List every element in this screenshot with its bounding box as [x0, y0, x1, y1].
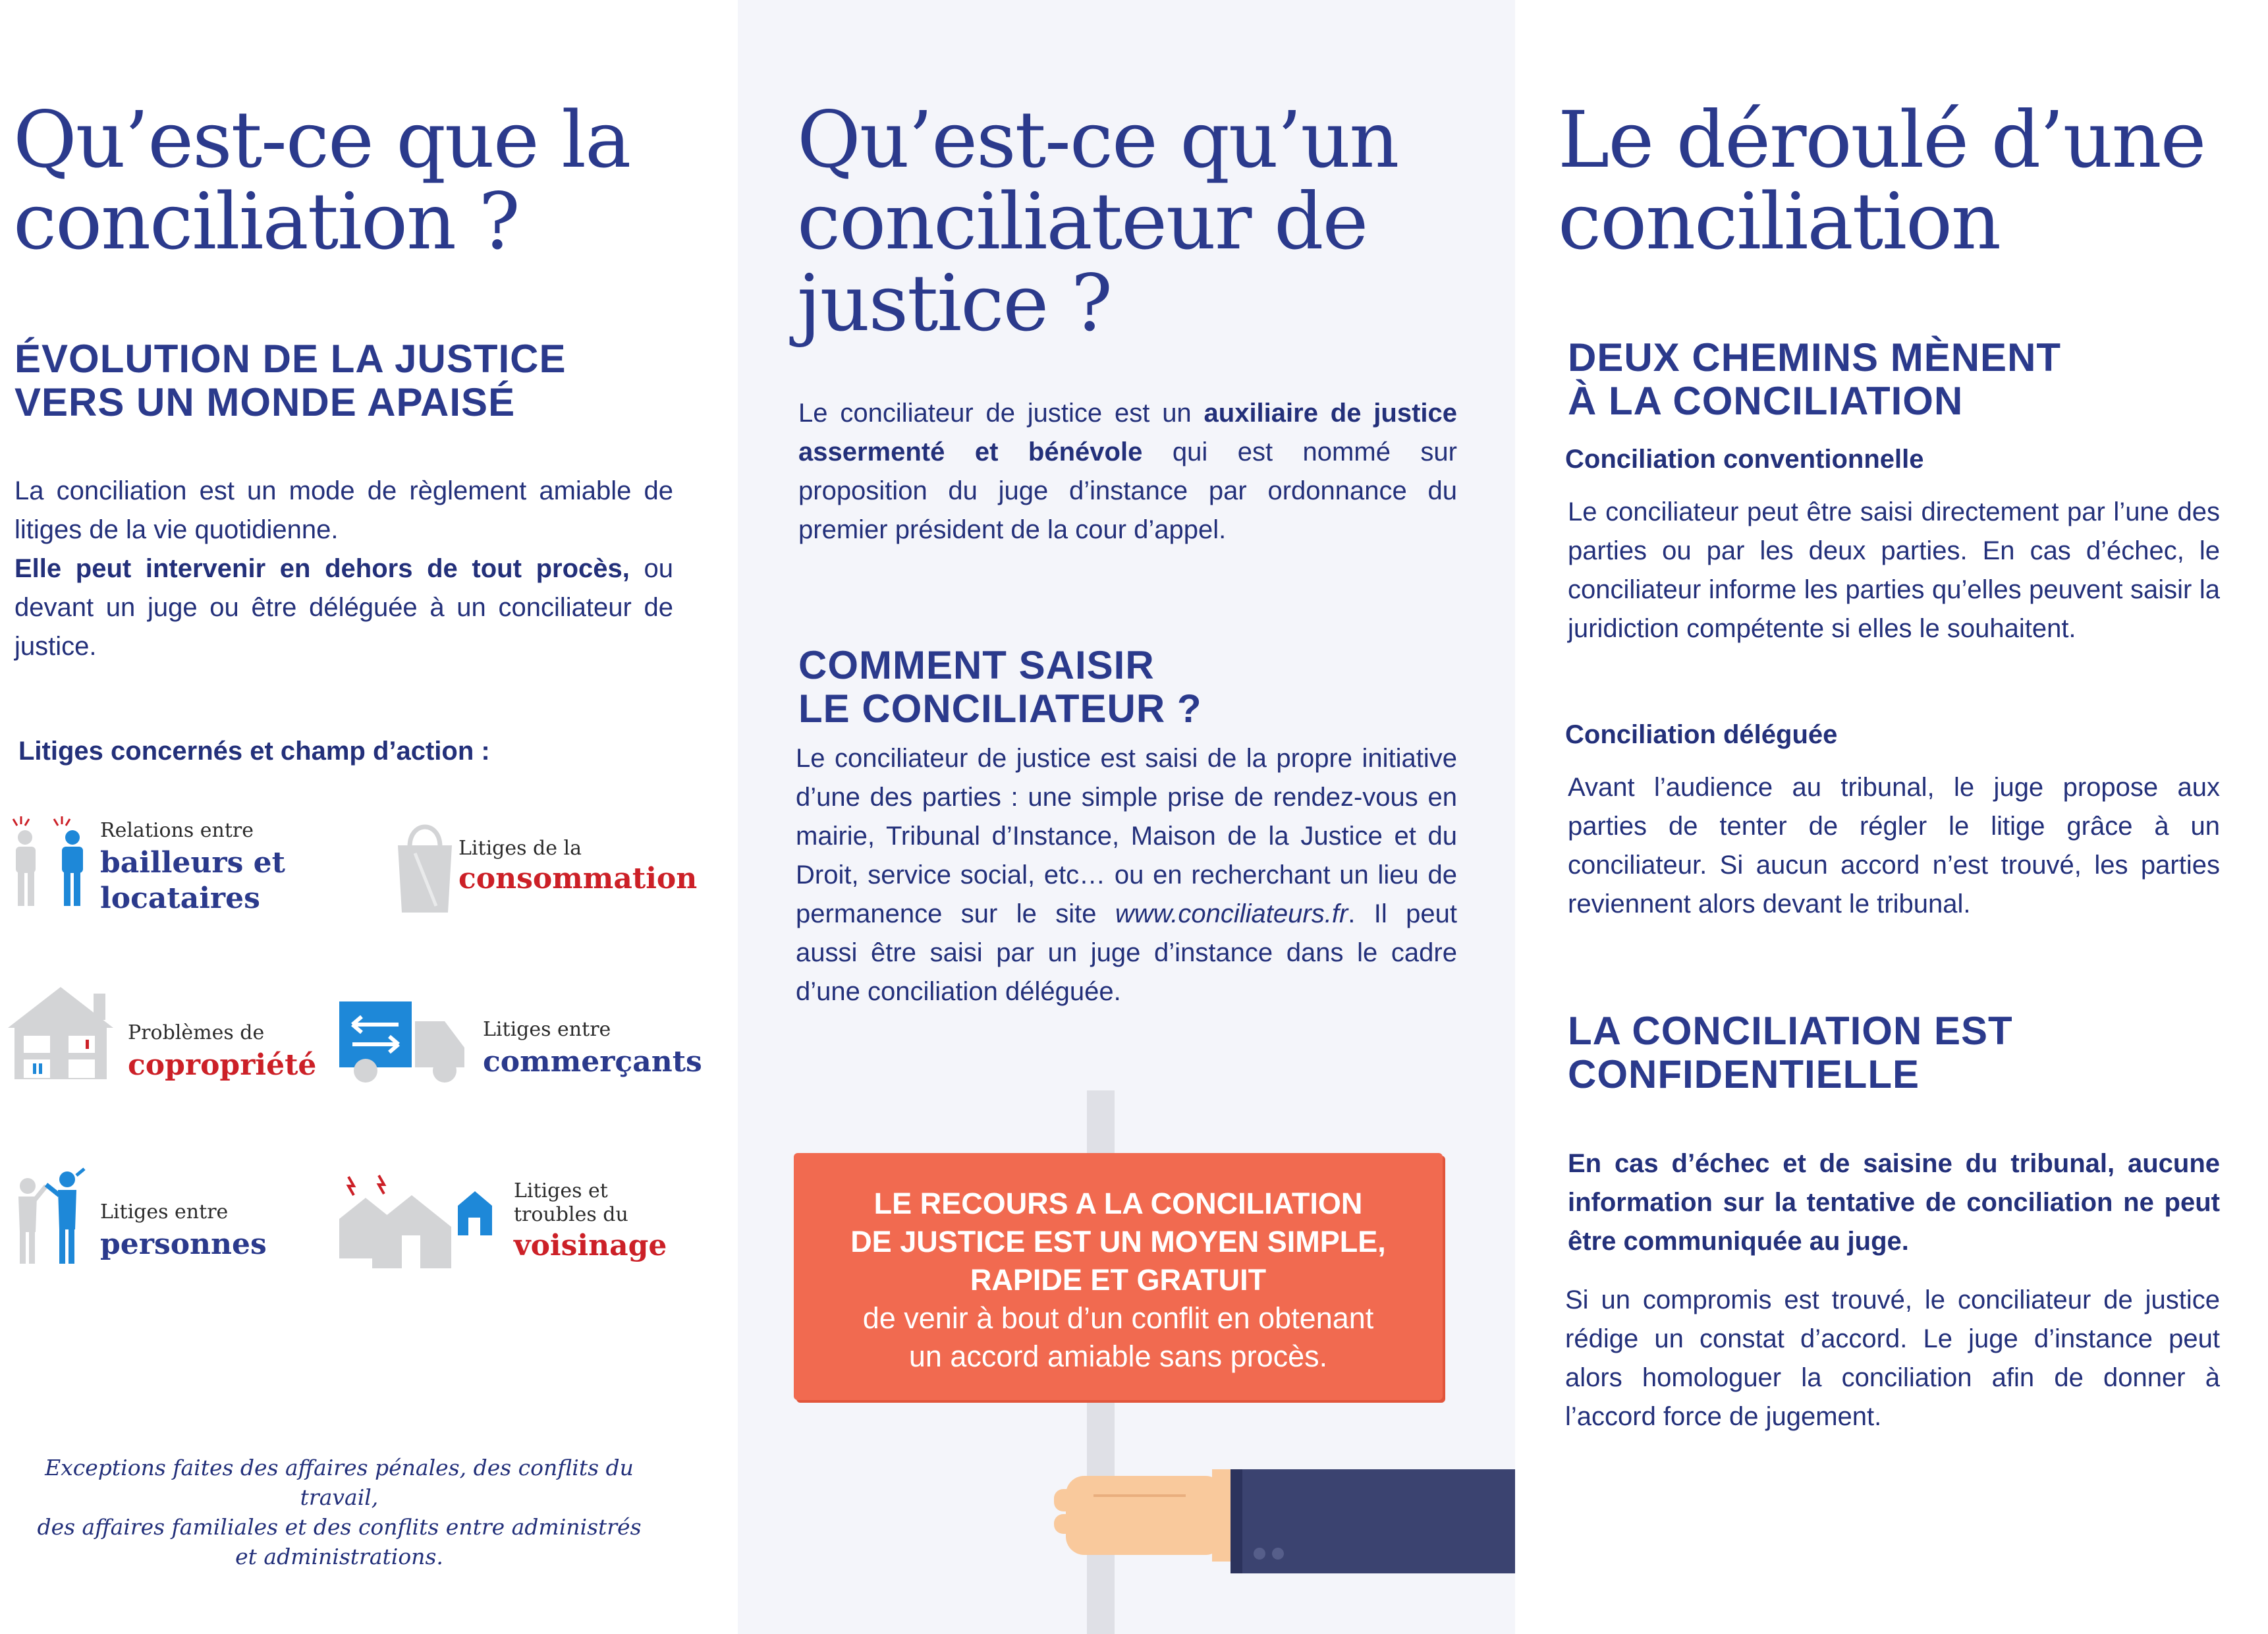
- column-conciliation: [0, 0, 738, 1634]
- title-line: conciliation: [1558, 176, 2000, 267]
- page-title-deroule: [1558, 94, 2205, 267]
- item-big-label: locataires: [100, 882, 260, 915]
- exceptions-line: des affaires familiales et des conflits entre administrés: [37, 1514, 642, 1540]
- hand-holding-sign-icon: [1054, 1450, 1515, 1581]
- definition-text: qui est nommé sur proposition du juge d’instance par ordonnance du premier président de la cour d’appel.: [798, 437, 1457, 544]
- definition-bold-text: auxiliaire de justice assermenté et bénévole: [798, 399, 1458, 466]
- title-line: Le déroulé d’une: [1558, 94, 2205, 185]
- intro-paragraph: [14, 472, 673, 666]
- litiges-heading: Litiges concernés et champ d’action :: [18, 737, 490, 766]
- callout-bold-line: LE RECOURS A LA CONCILIATION: [873, 1187, 1363, 1220]
- conciliateur-definition: [798, 394, 1457, 549]
- saisir-paragraph: [796, 739, 1457, 1011]
- exceptions-note: [7, 1453, 672, 1571]
- item-big-label: consommation: [458, 862, 698, 895]
- callout-line: un accord amiable sans procès.: [908, 1339, 1328, 1373]
- two-people-icon: [8, 814, 94, 913]
- section-line: ÉVOLUTION DE LA JUSTICE: [14, 337, 567, 381]
- section-line: CONFIDENTIELLE: [1568, 1052, 1920, 1096]
- page-title-conciliateur: [797, 94, 1398, 349]
- section-line: COMMENT SAISIR: [798, 643, 1155, 687]
- paragraph-constat-accord: Si un compromis est trouvé, le conciliateur de justice rédige un constat d’accord. Le juge d’instance peut alors homologuer la conciliation afin de donner à l’accord force de jugement.: [1565, 1285, 2220, 1431]
- item-big-label: commerçants: [483, 1045, 702, 1079]
- title-line: conciliation ?: [13, 176, 519, 267]
- paragraph-confidentialite: En cas d’échec et de saisine du tribunal, aucune information sur la tentative de conciliation ne peut être communiquée au juge.: [1568, 1149, 2220, 1256]
- subheading-deleguee: Conciliation déléguée: [1565, 720, 1838, 749]
- shopping-bag-icon: [395, 814, 455, 916]
- litige-item-consommation: [395, 814, 711, 926]
- litige-item-personnes: [8, 1166, 324, 1278]
- paragraph-deleguee: Avant l’audience au tribunal, le juge propose aux parties de tenter de régler le litige grâce à un conciliateur. Si aucun accord n’est trouvé, les parties reviennent alors devant le tribunal.: [1568, 773, 2220, 918]
- item-big-label: copropriété: [128, 1048, 317, 1082]
- section-title-evolution: [14, 337, 567, 424]
- callout-bold-line: RAPIDE ET GRATUIT: [970, 1263, 1267, 1297]
- section-line: DEUX CHEMINS MÈNENT: [1568, 335, 2062, 380]
- column-deroule: [1515, 0, 2268, 1634]
- exceptions-line: Exceptions faites des affaires pénales, des conflits du travail,: [45, 1455, 634, 1510]
- intro-bold-text: Elle peut intervenir en dehors de tout procès,: [14, 554, 630, 583]
- item-small-label: Litiges entre: [483, 1018, 611, 1041]
- page-title-conciliation: [13, 94, 630, 267]
- paragraph-conventionnelle: Le conciliateur peut être saisi directement par l’une des parties ou par les deux parties. En cas d’échec, le conciliateur informe les parties qu’elles peuvent saisir la juridiction compétente si elles le souhaitent.: [1568, 497, 2220, 643]
- litige-item-voisinage: [339, 1166, 721, 1291]
- item-big-label: bailleurs et: [100, 846, 285, 880]
- section-title-comment-saisir: [798, 644, 1202, 731]
- saisir-text: . Il peut aussi être saisi par un juge d’instance dans le cadre d’une conciliation déléguée.: [796, 899, 1457, 1006]
- delivery-truck-icon: [339, 995, 468, 1087]
- callout-line: de venir à bout d’un conflit en obtenant: [862, 1301, 1374, 1335]
- exceptions-line: et administrations.: [235, 1544, 443, 1569]
- section-line: LA CONCILIATION EST: [1568, 1009, 2013, 1053]
- item-small-label: Litiges entre: [100, 1200, 229, 1224]
- section-title-confidentielle: [1568, 1009, 2013, 1096]
- section-line: LE CONCILIATEUR ?: [798, 687, 1202, 731]
- litige-item-commercants: [339, 995, 721, 1107]
- item-big-label: personnes: [100, 1227, 267, 1261]
- callout-banner: [794, 1153, 1443, 1400]
- section-title-deux-chemins: [1568, 336, 2061, 423]
- callout-bold-line: DE JUSTICE EST UN MOYEN SIMPLE,: [850, 1225, 1386, 1258]
- title-line: justice ?: [797, 258, 1111, 349]
- intro-text: ou devant un juge ou être déléguée à un conciliateur de justice.: [14, 554, 673, 661]
- section-line: À LA CONCILIATION: [1568, 379, 1964, 423]
- arguing-people-icon: [8, 1166, 94, 1265]
- item-small-label: Litiges et: [514, 1179, 608, 1202]
- item-small-label: Litiges de la: [458, 837, 582, 860]
- apartment-building-icon: [8, 982, 120, 1081]
- title-line: Qu’est-ce qu’un: [797, 94, 1398, 185]
- item-small-label: Relations entre: [100, 819, 254, 842]
- definition-text: Le conciliateur de justice est un: [798, 399, 1204, 428]
- item-big-label: voisinage: [514, 1229, 667, 1262]
- conciliateurs-website-link[interactable]: www.conciliateurs.fr: [1115, 899, 1348, 928]
- item-small-label: Problèmes de: [128, 1021, 265, 1044]
- title-line: Qu’est-ce que la: [13, 94, 630, 185]
- saisir-text: Le conciliateur de justice est saisi de la propre initiative d’une des parties : une simple prise de rendez-vous en mairie, Tribunal d’Instance, Maison de la Justice et du Droit, service social, etc… ou en recherchant un lieu de permanence sur le site: [796, 744, 1457, 928]
- title-line: conciliateur de: [797, 176, 1368, 267]
- litige-item-bailleurs: [8, 814, 324, 926]
- intro-text: La conciliation est un mode de règlement amiable de litiges de la vie quotidienne.: [14, 476, 673, 544]
- section-line: VERS UN MONDE APAISÉ: [14, 380, 516, 424]
- litige-item-copropriete: [8, 982, 324, 1094]
- subheading-conventionnelle: Conciliation conventionnelle: [1565, 445, 1924, 474]
- houses-icon: [339, 1166, 497, 1272]
- item-small-label: troubles du: [514, 1203, 628, 1226]
